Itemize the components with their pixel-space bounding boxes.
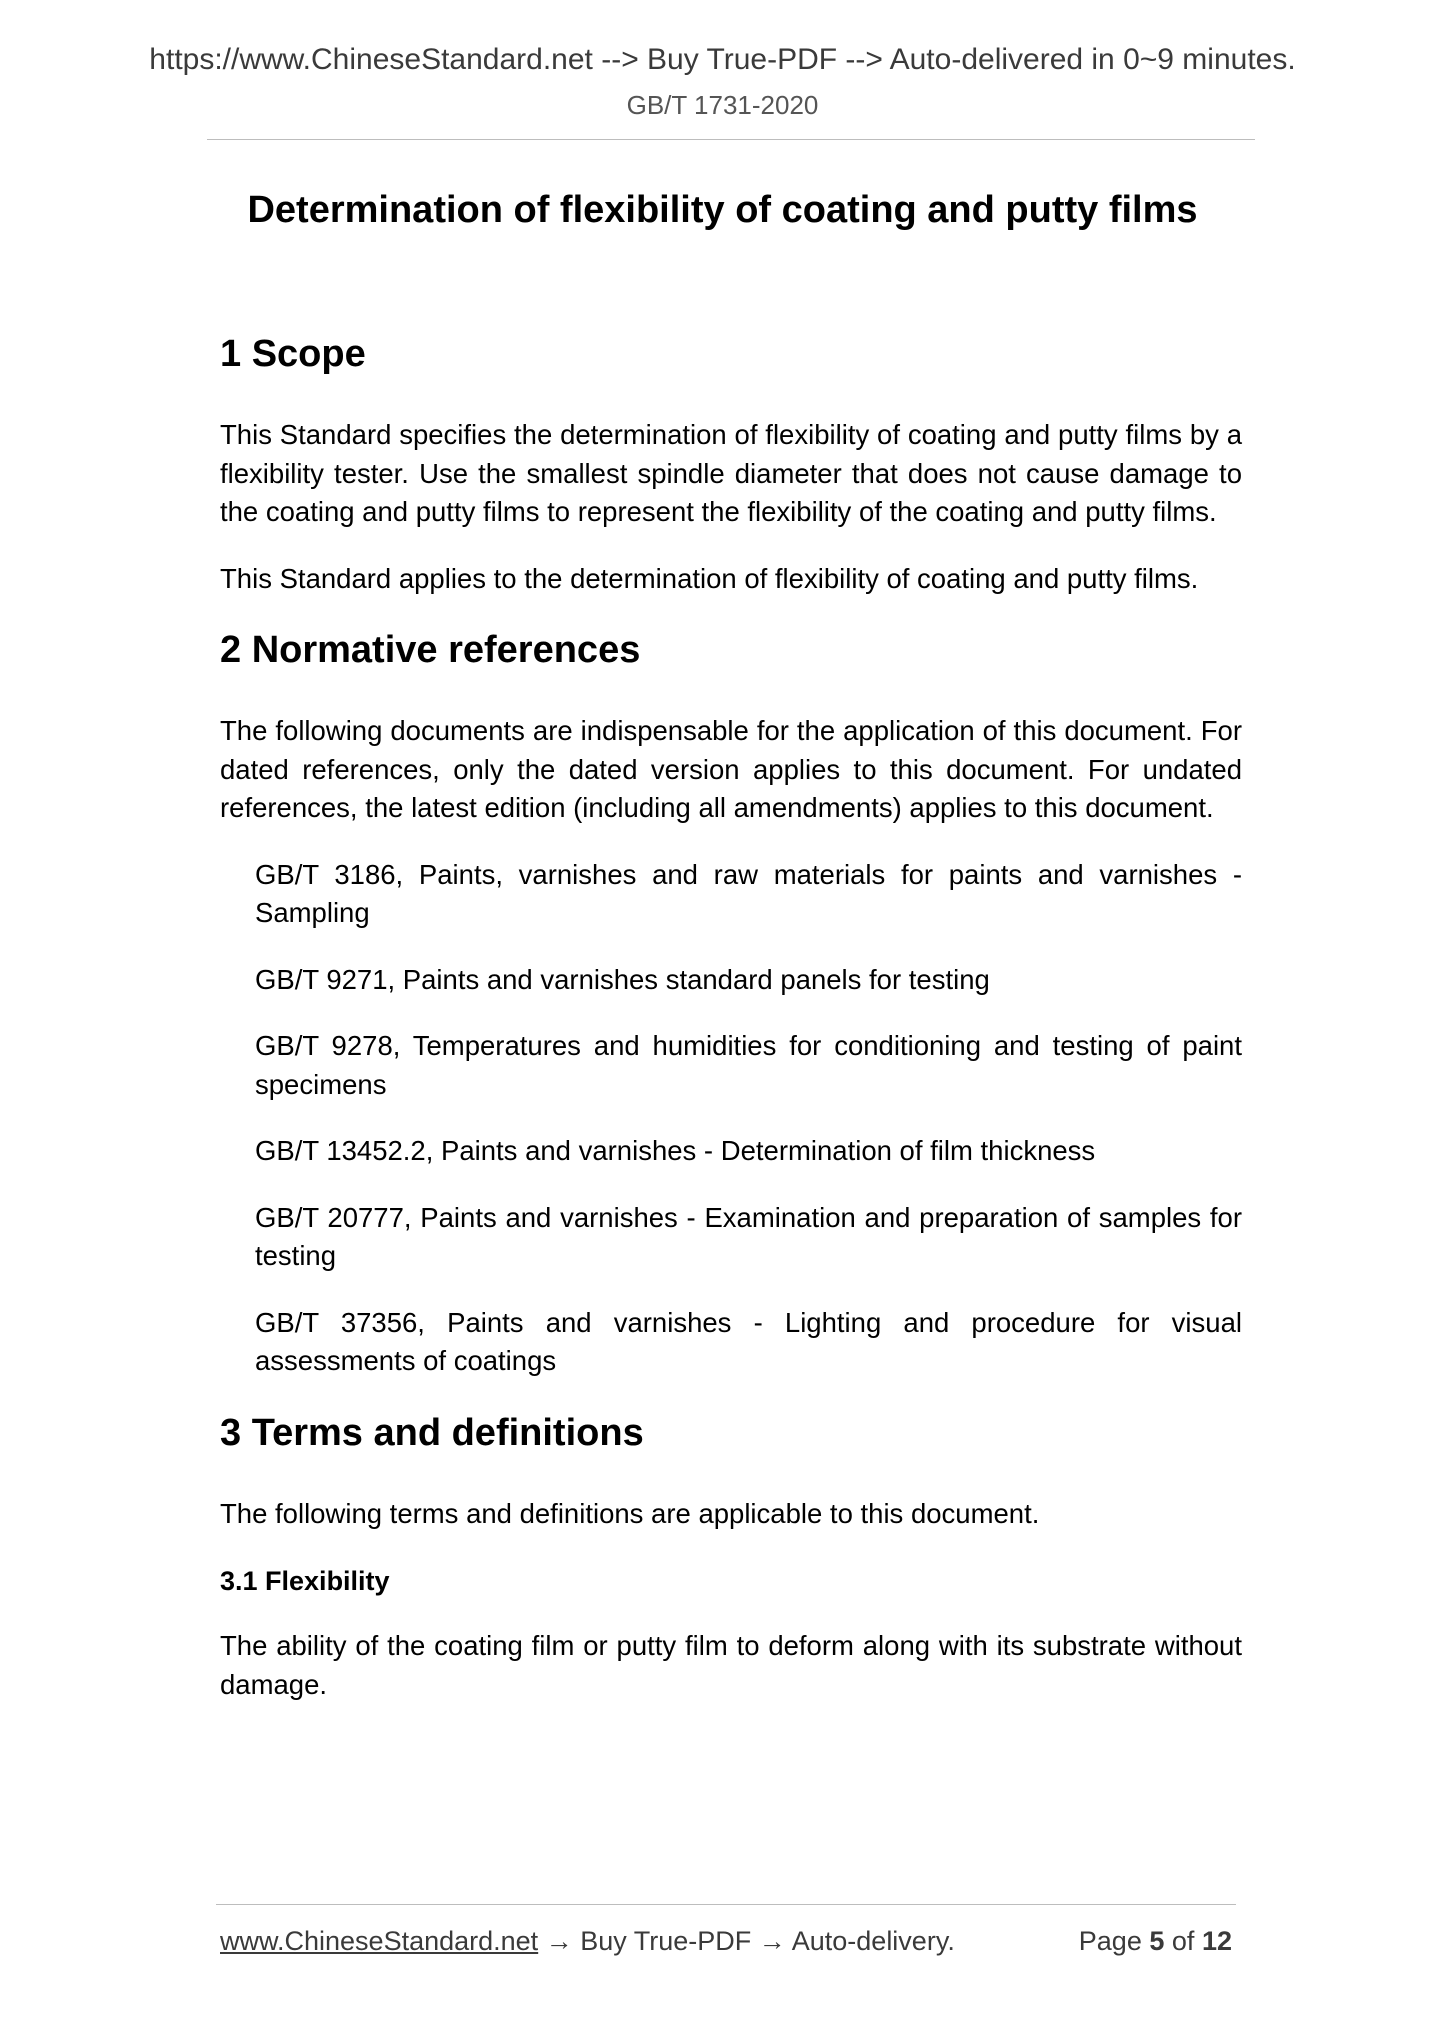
footer-tagline: → Buy True-PDF → Auto-delivery. — [538, 1926, 955, 1956]
standard-code: GB/T 1731-2020 — [626, 90, 819, 120]
current-page-number: 5 — [1149, 1926, 1165, 1956]
document-body — [220, 330, 1242, 1704]
scope-paragraph: This Standard specifies the determination of flexibility of coating and putty films by a flexibility tester. Use the smallest spindle diameter that does not cause damage to the coating and putty films to represent the flexibility of the coating and putty films. — [220, 419, 1242, 527]
section-heading-normative-references: 2 Normative references — [220, 629, 641, 671]
reference-list — [220, 856, 1242, 1381]
footer-divider — [216, 1904, 1236, 1905]
terms-intro-paragraph: The following terms and definitions are applicable to this document. — [220, 1497, 1040, 1529]
of-label: of — [1171, 1926, 1195, 1956]
normative-intro-paragraph: The following documents are indispensable for the application of this document. For dated references, only the dated version applies to this document. For undated references, the latest edition (including all amendments) applies to this document. — [220, 715, 1242, 823]
reference-item: GB/T 13452.2, Paints and varnishes - Determination of film thickness — [255, 1135, 1096, 1166]
term-heading: 3.1 Flexibility — [220, 1566, 390, 1596]
reference-item: GB/T 3186, Paints, varnishes and raw materials for paints and varnishes - Sampling — [255, 858, 1242, 928]
total-page-count: 12 — [1201, 1926, 1232, 1956]
reference-item: GB/T 20777, Paints and varnishes - Examination and preparation of samples for testing — [255, 1201, 1242, 1271]
reference-item: GB/T 37356, Paints and varnishes - Lighting and procedure for visual assessments of coatings — [255, 1306, 1242, 1376]
header-divider — [207, 139, 1255, 140]
top-banner: https://www.ChineseStandard.net --> Buy True-PDF --> Auto-delivered in 0~9 minutes. — [149, 43, 1296, 76]
page-indicator — [1079, 1923, 1232, 1959]
page-footer — [220, 1923, 1232, 1959]
document-title: Determination of flexibility of coating and putty films — [247, 189, 1198, 231]
reference-item: GB/T 9278, Temperatures and humidities for conditioning and testing of paint specimens — [255, 1030, 1242, 1100]
section-heading-scope: 1 Scope — [220, 333, 366, 375]
section-heading-terms: 3 Terms and definitions — [220, 1411, 644, 1454]
page-label: Page — [1078, 1926, 1142, 1956]
footer-website-link[interactable]: www.ChineseStandard.net — [220, 1926, 539, 1956]
term-definition: The ability of the coating film or putty film to deform along with its substrate without damage. — [220, 1630, 1242, 1700]
reference-item: GB/T 9271, Paints and varnishes standard panels for testing — [255, 963, 990, 995]
scope-paragraph: This Standard applies to the determination of flexibility of coating and putty films. — [220, 562, 1199, 594]
